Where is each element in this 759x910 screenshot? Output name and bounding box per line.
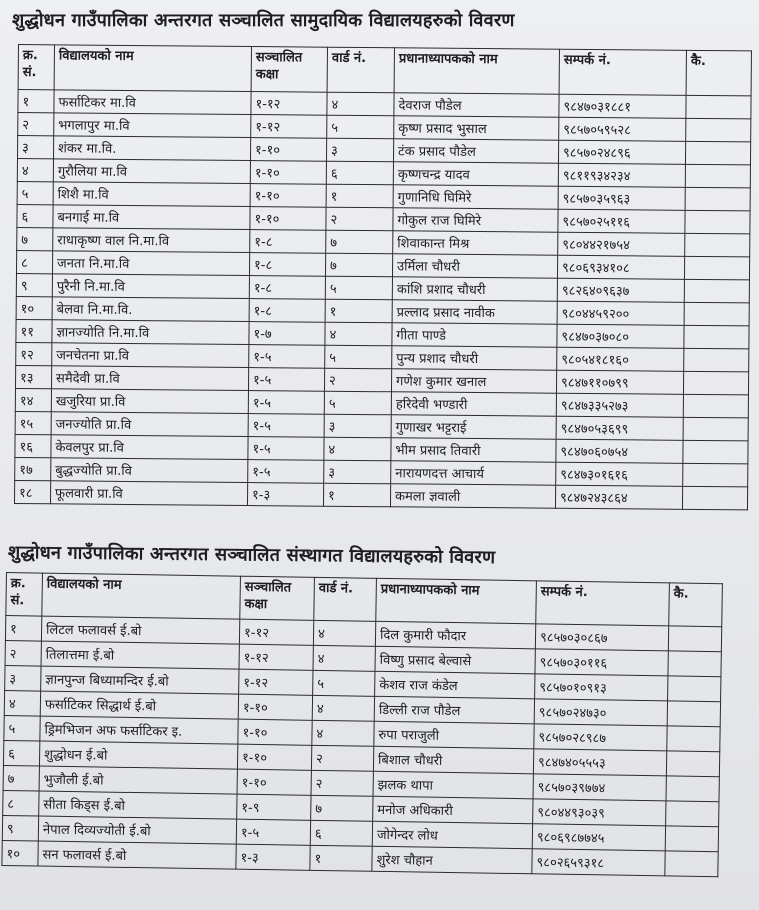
cell-sn: ३	[5, 665, 41, 691]
cell-remarks	[683, 463, 748, 487]
cell-sn: १०	[2, 840, 38, 866]
cell-phone: ९८०४४५९२००	[557, 301, 684, 325]
cell-school: भुजौली ई.बो	[39, 766, 237, 794]
cell-phone: ९८०६९३४१०८	[557, 255, 684, 279]
cell-school: बनगाई मा.वि	[53, 205, 250, 230]
cell-ward: ५	[313, 670, 375, 696]
cell-remarks	[668, 676, 721, 702]
cell-school: ज्ञानज्योति नि.मा.वि	[52, 320, 249, 345]
cell-school: बुद्धज्योति प्रा.वि	[51, 458, 248, 483]
cell-school: फर्साटिकर मा.वि	[54, 90, 251, 115]
cell-principal: शिवाकान्त मिश्र	[393, 231, 558, 255]
cell-sn: ८	[3, 790, 39, 816]
cell-principal: केशव राज कंडेल	[375, 671, 535, 699]
col-header-remarks: कै.	[669, 583, 723, 627]
cell-phone: ९८५७०३०११६	[535, 649, 668, 676]
cell-grade: १-५	[248, 368, 324, 392]
cell-principal: गणेश कुमार खनाल	[391, 369, 556, 393]
cell-grade: १-१०	[237, 744, 311, 770]
cell-remarks	[668, 651, 721, 677]
community-schools-title: शुद्धोधन गाउँपालिका अन्तरगत सञ्चालित सामुदायिक विद्यालयहरुको विवरण	[12, 10, 515, 31]
col-header-sn: क्र. सं.	[6, 573, 43, 617]
cell-ward: १	[325, 299, 392, 323]
cell-remarks	[668, 626, 721, 652]
cell-sn: १८	[14, 480, 50, 503]
cell-grade: १-५	[248, 437, 324, 461]
cell-ward: ४	[312, 720, 374, 746]
cell-principal: उर्मिला चौधरी	[392, 254, 557, 278]
cell-ward: २	[311, 745, 373, 771]
cell-ward: ३	[324, 414, 391, 438]
cell-phone: ९८११९३४२३४	[558, 163, 685, 187]
cell-phone: ९८४७०५३६९९	[556, 416, 683, 440]
cell-ward: ३	[326, 138, 393, 162]
col-header-ward: वार्ड नं.	[327, 47, 394, 93]
cell-grade: १-८	[249, 276, 325, 300]
cell-school: खजुरिया प्रा.वि	[51, 389, 248, 414]
cell-grade: १-१०	[238, 694, 312, 720]
cell-school: सन फलावर्स ई.बो	[38, 841, 236, 869]
table-header-row	[18, 45, 751, 96]
col-header-remarks: कै.	[686, 50, 751, 96]
cell-sn: ६	[3, 740, 39, 766]
cell-sn: ५	[17, 181, 53, 204]
col-header-sn: क्र. सं.	[18, 45, 54, 90]
col-header-phone: सम्पर्क नं.	[536, 581, 670, 626]
cell-school: फूलवारी प्रा.वि	[50, 481, 247, 506]
col-header-school: विद्यालयको नाम	[42, 573, 241, 619]
cell-grade: १-१२	[239, 619, 313, 645]
cell-phone: ९८०२६५९३१८	[532, 849, 665, 876]
cell-ward: २	[324, 368, 391, 392]
cell-sn: ९	[16, 273, 52, 296]
cell-phone: ९८४७३३५२७३	[556, 393, 683, 417]
cell-phone: ९८५७०२४७३०	[534, 699, 667, 726]
cell-school: शुद्धोधन ई.बो	[39, 741, 237, 769]
cell-principal: विष्णु प्रसाद बेल्वासे	[375, 646, 535, 674]
institutional-schools-title: शुद्धोधन गाउँपालिका अन्तरगत सञ्चालित संस्थागत विद्यालयहरुको विवरण	[7, 542, 496, 569]
cell-sn: ९	[2, 815, 38, 841]
cell-school: ज्ञानपुन्ज बिध्यामन्दिर ई.बो	[41, 666, 239, 694]
cell-remarks	[666, 751, 719, 777]
cell-sn: ८	[16, 250, 52, 273]
cell-principal: पुन्य प्रशाद चौधरी	[392, 346, 557, 370]
cell-school: तिलात्तमा ई.बो	[41, 641, 239, 669]
cell-ward: ६	[310, 820, 372, 846]
cell-remarks	[684, 325, 749, 349]
cell-grade: १-३	[247, 483, 323, 507]
cell-ward: ४	[327, 92, 394, 116]
cell-grade: १-१०	[250, 184, 326, 208]
cell-remarks	[684, 302, 749, 326]
cell-phone: ९८४७११०७९९	[556, 370, 683, 394]
cell-grade: १-५	[248, 414, 324, 438]
cell-sn: १	[5, 616, 41, 642]
cell-grade: १-१०	[250, 161, 326, 185]
cell-principal: कांशि प्रशाद चौधरी	[392, 277, 557, 301]
cell-phone: ९८०६९८७७४५	[532, 824, 665, 851]
cell-remarks	[665, 851, 718, 877]
cell-sn: ७	[3, 765, 39, 791]
cell-ward: ७	[325, 253, 392, 277]
community-schools-table	[14, 44, 752, 510]
cell-ward: ६	[326, 161, 393, 185]
cell-sn: १३	[15, 365, 51, 388]
cell-ward: २	[311, 770, 373, 796]
cell-ward: १	[310, 845, 372, 871]
cell-principal: डिल्ली राज पौडेल	[374, 696, 534, 724]
cell-remarks	[682, 486, 747, 510]
cell-grade: १-५	[249, 345, 325, 369]
cell-ward: २	[326, 207, 393, 231]
cell-grade: १-५	[248, 391, 324, 415]
cell-grade: १-१०	[250, 207, 326, 231]
cell-sn: २	[5, 640, 41, 666]
cell-grade: १-१२	[239, 669, 313, 695]
cell-phone: ९८०४४९३०३९	[533, 799, 666, 826]
cell-ward: ४	[325, 322, 392, 346]
cell-remarks	[684, 256, 749, 280]
cell-grade: १-७	[249, 322, 325, 346]
cell-remarks	[684, 279, 749, 303]
cell-phone: ९८५७०१०९१३	[535, 674, 668, 701]
cell-principal: कमला ज्ञवाली	[390, 484, 555, 508]
cell-ward: ७	[326, 230, 393, 254]
cell-grade: १-८	[249, 299, 325, 323]
cell-school: फर्साटिकर सिद्धार्थ ई.बो	[40, 691, 238, 719]
cell-grade: १-५	[236, 819, 310, 845]
cell-sn: ११	[16, 319, 52, 342]
cell-school: जनज्योति प्रा.वि	[51, 412, 248, 437]
cell-sn: १०	[16, 296, 52, 319]
cell-principal: नारायणदत्त आचार्य	[391, 461, 556, 485]
col-header-principal: प्रधानाध्यापकको नाम	[394, 48, 559, 94]
cell-remarks	[667, 701, 720, 727]
cell-grade: १-३	[236, 844, 310, 870]
cell-sn: ७	[17, 227, 53, 250]
cell-phone: ९८५७०३०८६७	[535, 624, 668, 651]
cell-phone: ९८५७०३५९६३	[558, 186, 685, 210]
cell-sn: १२	[16, 342, 52, 365]
cell-principal: बिशाल चौधरी	[373, 746, 533, 774]
col-header-principal: प्रधानाध्यापकको नाम	[376, 578, 537, 624]
cell-school: शंकर मा.वि.	[53, 136, 250, 161]
cell-school: राधाकृष्ण वाल नि.मा.वि	[53, 228, 250, 253]
cell-grade: १-१२	[251, 115, 327, 139]
cell-sn: ४	[4, 690, 40, 716]
cell-sn: १५	[15, 411, 51, 434]
cell-phone: ९८४७३०१६१६	[556, 462, 683, 486]
cell-school: केवलपुर प्रा.वि	[51, 435, 248, 460]
cell-principal: झलक थापा	[373, 771, 533, 799]
cell-school: जनचेतना प्रा.वि	[52, 343, 249, 368]
cell-school: पुरैनी नि.मा.वि	[52, 274, 249, 299]
cell-ward: १	[326, 184, 393, 208]
cell-phone: ९८४७०३७०८०	[557, 324, 684, 348]
cell-school: समैदेवी प्रा.वि	[51, 366, 248, 391]
cell-remarks	[686, 95, 751, 119]
cell-school: लिटल फलावर्स ई.बो	[41, 616, 239, 644]
cell-principal: दिल कुमारी फौदार	[375, 621, 535, 649]
cell-grade: १-१२	[239, 644, 313, 670]
cell-grade: १-८	[250, 230, 326, 254]
cell-principal: कृष्ण प्रसाद भुसाल	[394, 116, 559, 140]
cell-sn: ६	[17, 204, 53, 227]
cell-sn: १४	[15, 388, 51, 411]
cell-remarks	[667, 726, 720, 752]
cell-principal: गोकुल राज घिमिरे	[393, 208, 558, 232]
cell-phone: ९८५७०२८९८७	[534, 724, 667, 751]
cell-remarks	[665, 826, 718, 852]
cell-phone: ९८४७४०५५५३	[533, 749, 666, 776]
cell-school: भगलापुर मा.वि	[54, 113, 251, 138]
cell-principal: रुपा पराजुली	[374, 721, 534, 749]
cell-principal: टंक प्रसाद पौडेल	[393, 139, 558, 163]
cell-phone: ९८२६४०९६३७	[557, 278, 684, 302]
cell-school: नेपाल दिव्यज्योती ई.बो	[38, 816, 236, 844]
cell-remarks	[683, 440, 748, 464]
cell-sn: ५	[4, 715, 40, 741]
col-header-ward: वार्ड नं.	[314, 577, 377, 621]
cell-remarks	[685, 233, 750, 257]
cell-grade: १-१२	[251, 92, 327, 116]
cell-principal: शुरेश चौहान	[372, 846, 532, 874]
cell-sn: १६	[15, 434, 51, 457]
cell-remarks	[666, 801, 719, 827]
cell-principal: भीम प्रसाद तिवारी	[391, 438, 556, 462]
cell-school: ड्रिमभिजन अफ फर्साटिकर इ.	[40, 716, 238, 744]
cell-sn: ३	[18, 136, 54, 159]
cell-ward: ५	[327, 115, 394, 139]
cell-principal: गीता पाण्डे	[392, 323, 557, 347]
cell-principal: गुणानिधि घिमिरे	[393, 185, 558, 209]
cell-remarks	[683, 417, 748, 441]
cell-phone: ९८५७०५९५२८	[559, 117, 686, 141]
cell-ward: ४	[313, 645, 375, 671]
cell-sn: ४	[17, 159, 53, 182]
cell-remarks	[683, 394, 748, 418]
cell-ward: ४	[312, 695, 374, 721]
cell-school: शिशै मा.वि	[53, 182, 250, 207]
cell-grade: १-१०	[238, 719, 312, 745]
cell-ward: ४	[324, 437, 391, 461]
cell-principal: मनोज अधिकारी	[373, 796, 533, 824]
cell-sn: १७	[15, 457, 51, 480]
cell-phone: ९८०५४१८१६०	[557, 347, 684, 371]
cell-phone: ९८०४४२१७५४	[558, 232, 685, 256]
cell-phone: ९८४७०६०७५४	[556, 439, 683, 463]
cell-school: बेलवा नि.मा.वि.	[52, 297, 249, 322]
cell-phone: ९८५७०२५११६	[558, 209, 685, 233]
cell-school: जनता नि.मा.वि	[52, 251, 249, 276]
cell-ward: ७	[311, 795, 373, 821]
cell-principal: देवराज पौडेल	[394, 93, 559, 117]
cell-phone: ९८४७२४३८६४	[555, 485, 682, 509]
cell-phone: ९८५७०२४८९६	[558, 140, 685, 164]
cell-remarks	[666, 776, 719, 802]
cell-principal: प्रल्लाद प्रसाद नावीक	[392, 300, 557, 324]
cell-grade: १-१०	[237, 769, 311, 795]
cell-phone: ९८४७०३१८८१	[559, 94, 686, 118]
cell-remarks	[685, 141, 750, 165]
cell-principal: जोगेन्दर लोध	[372, 821, 532, 849]
cell-sn: २	[18, 113, 54, 136]
cell-principal: गुणाखर भट्टराई	[391, 415, 556, 439]
cell-grade: १-९	[237, 794, 311, 820]
cell-remarks	[683, 371, 748, 395]
cell-ward: १	[323, 483, 390, 507]
cell-remarks	[685, 164, 750, 188]
cell-principal: कृष्णचन्द्र यादव	[393, 162, 558, 186]
cell-grade: १-८	[249, 253, 325, 277]
cell-ward: ५	[325, 345, 392, 369]
cell-grade: १-५	[248, 460, 324, 484]
cell-phone: ९८५७०३९७७४	[533, 774, 666, 801]
cell-sn: १	[18, 90, 54, 113]
cell-remarks	[686, 118, 751, 142]
cell-ward: ५	[324, 391, 391, 415]
col-header-phone: सम्पर्क नं.	[559, 49, 686, 95]
col-header-grade: सञ्चालित कक्षा	[240, 576, 315, 620]
cell-remarks	[684, 348, 749, 372]
cell-school: गुरौलिया मा.वि	[53, 159, 250, 184]
cell-ward: ५	[325, 276, 392, 300]
cell-grade: १-१०	[250, 138, 326, 162]
cell-school: सीता किड्स ई.बो	[39, 791, 237, 819]
col-header-school: विद्यालयको नाम	[54, 45, 251, 92]
cell-ward: ४	[313, 620, 375, 646]
cell-ward: ३	[324, 460, 391, 484]
cell-remarks	[685, 187, 750, 211]
col-header-grade: सञ्चालित कक्षा	[251, 47, 327, 93]
cell-remarks	[685, 210, 750, 234]
cell-principal: हरिदेवी भण्डारी	[391, 392, 556, 416]
institutional-schools-table	[1, 572, 723, 877]
